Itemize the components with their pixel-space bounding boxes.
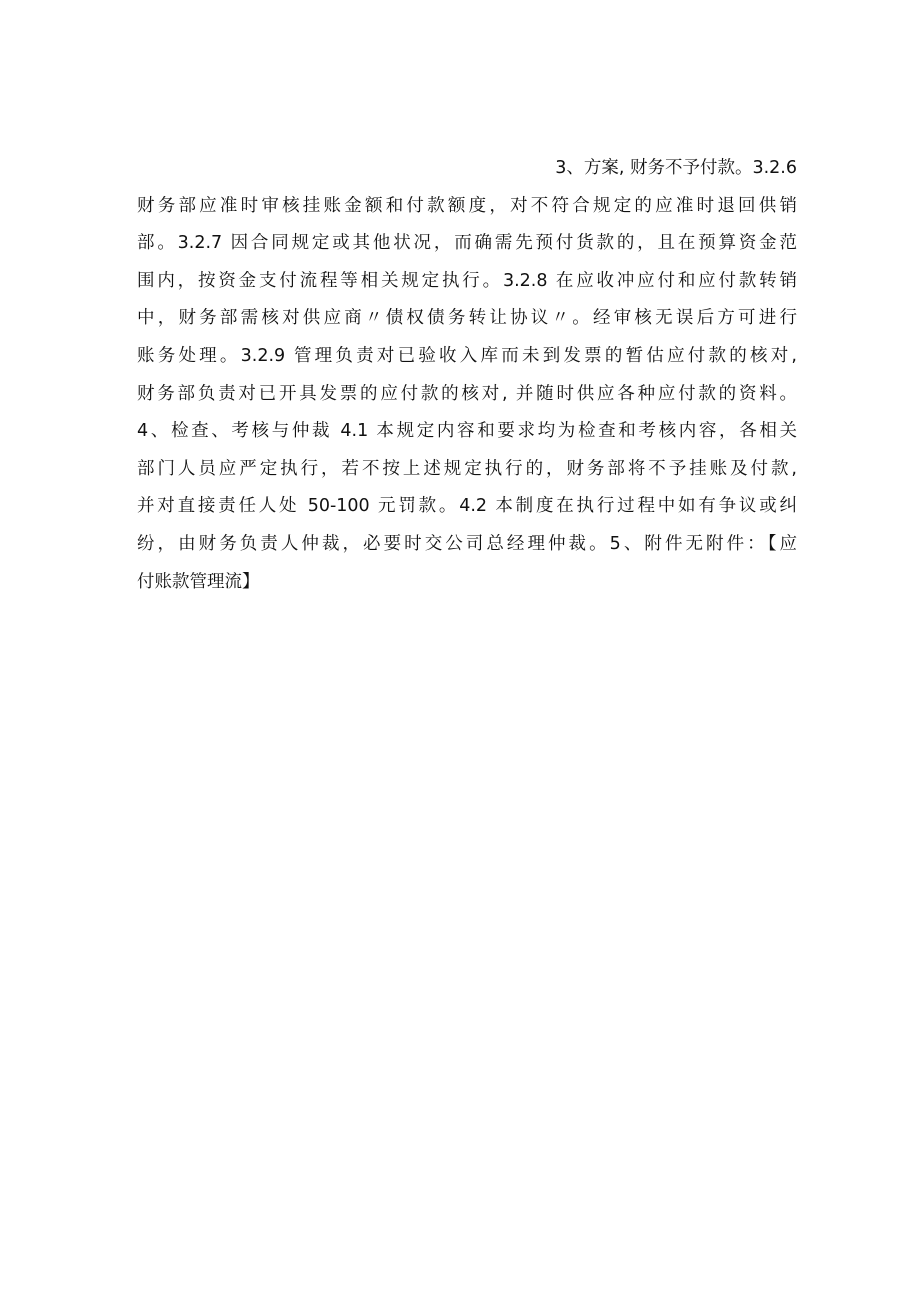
document-body: [137, 150, 797, 601]
text-line: 3、方案, 财务不予付款。3.2.6: [555, 158, 797, 178]
text-line: 部。3.2.7 因合同规定或其他状况，而确需先预付货款的，且在预算资金范: [137, 233, 797, 254]
text-line: 财务部应准时审核挂账金额和付款额度，对不符合规定的应准时退回供销: [137, 195, 797, 216]
text-line: 并对直接责任人处 50-100 元罚款。4.2 本制度在执行过程中如有争议或纠: [137, 496, 797, 517]
text-line: 4、检查、考核与仲裁 4.1 本规定内容和要求均为检查和考核内容，各相关: [137, 421, 797, 442]
text-line: 财务部负责对已开具发票的应付款的核对, 并随时供应各种应付款的资料。: [137, 383, 797, 404]
text-line: 部门人员应严定执行，若不按上述规定执行的，财务部将不予挂账及付款,: [137, 458, 797, 479]
text-line: 中，财务部需核对供应商〃债权债务转让协议〃。经审核无误后方可进行: [137, 308, 797, 329]
text-line: 账务处理。3.2.9 管理负责对已验收入库而未到发票的暂估应付款的核对,: [137, 345, 797, 366]
text-line: 付账款管理流】: [137, 571, 260, 592]
text-line: 围内，按资金支付流程等相关规定执行。3.2.8 在应收冲应付和应付款转销: [137, 270, 797, 291]
text-line: 纷，由财务负责人仲裁，必要时交公司总经理仲裁。5、附件无附件：【应: [137, 533, 797, 554]
